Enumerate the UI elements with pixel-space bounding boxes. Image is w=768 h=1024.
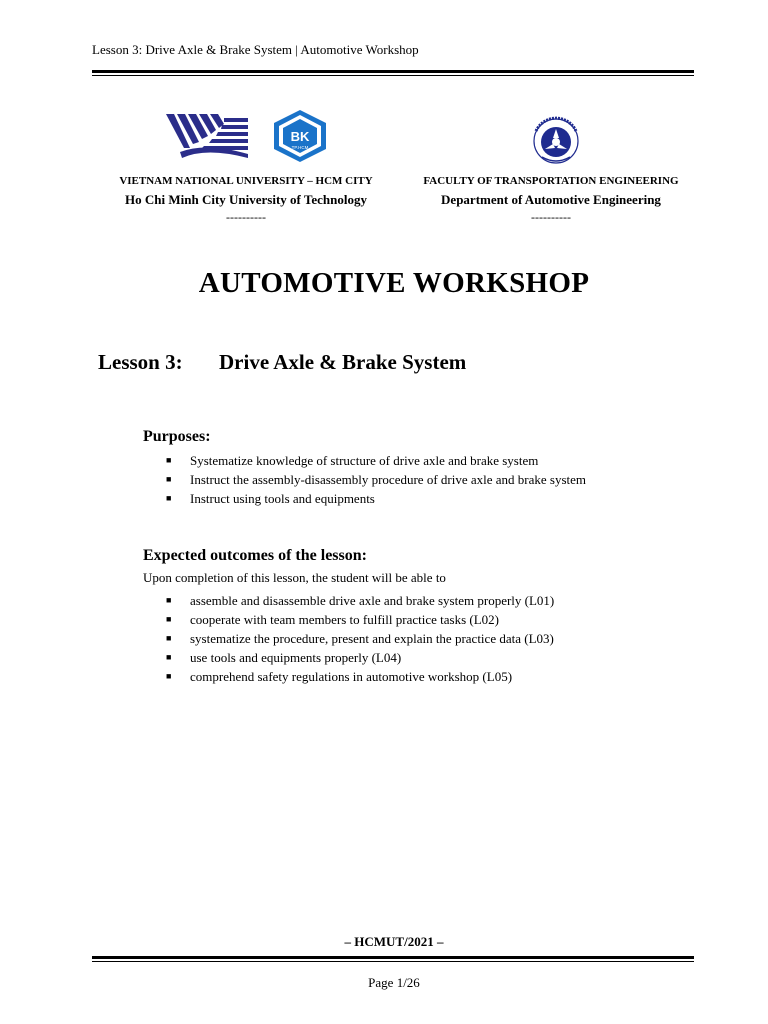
- list-item: [165, 667, 554, 686]
- bullet-icon: ■: [166, 493, 172, 503]
- vnu-logo: [166, 112, 248, 162]
- footer-rule-thin: [92, 961, 694, 962]
- outcome-text: assemble and disassemble drive axle and brake system properly (L01): [190, 593, 555, 608]
- bullet-icon: ■: [166, 595, 172, 605]
- list-item: [165, 489, 586, 508]
- purpose-text: Systematize knowledge of structure of drive axle and brake system: [190, 453, 539, 468]
- footer-mark: – HCMUT/2021 –: [344, 934, 444, 949]
- bullet-icon: ■: [166, 614, 172, 624]
- outcome-text: systematize the procedure, present and explain the practice data (L03): [190, 631, 554, 646]
- footer-rule: [92, 956, 694, 959]
- outcome-text: use tools and equipments properly (L04): [190, 650, 402, 665]
- bullet-icon: ■: [166, 455, 172, 465]
- list-item: [165, 451, 586, 470]
- purposes-heading: Purposes:: [143, 428, 211, 445]
- list-item: [165, 591, 554, 610]
- outcome-text: cooperate with team members to fulfill practice tasks (L02): [190, 612, 499, 627]
- purpose-text: Instruct the assembly-disassembly procedure of drive axle and brake system: [190, 472, 587, 487]
- lesson-heading: [98, 350, 466, 375]
- school-name: Ho Chi Minh City University of Technology: [125, 192, 367, 207]
- list-item: [165, 648, 554, 667]
- bullet-icon: ■: [166, 474, 172, 484]
- bullet-icon: ■: [166, 633, 172, 643]
- purposes-list: [165, 451, 586, 508]
- page-number: Page 1/26: [368, 975, 420, 990]
- svg-text:TP.HCM: TP.HCM: [291, 145, 309, 150]
- fte-logo: [528, 111, 584, 167]
- lesson-name: Drive Axle & Brake System: [219, 350, 467, 374]
- bk-logo: [272, 109, 328, 163]
- bullet-icon: ■: [166, 652, 172, 662]
- left-separator: ----------: [226, 210, 266, 224]
- running-header: Lesson 3: Drive Axle & Brake System | Automotive Workshop: [92, 42, 419, 57]
- outcomes-intro: Upon completion of this lesson, the student will be able to: [143, 570, 446, 585]
- outcome-text: comprehend safety regulations in automotive workshop (L05): [190, 669, 513, 684]
- faculty-name: FACULTY OF TRANSPORTATION ENGINEERING: [423, 175, 679, 187]
- department-name: Department of Automotive Engineering: [441, 192, 661, 207]
- list-item: [165, 629, 554, 648]
- lesson-number: Lesson 3:: [98, 350, 183, 374]
- outcomes-heading: Expected outcomes of the lesson:: [143, 547, 367, 564]
- purpose-text: Instruct using tools and equipments: [190, 491, 375, 506]
- header-rule: [92, 70, 694, 73]
- document-title: AUTOMOTIVE WORKSHOP: [198, 267, 590, 299]
- bullet-icon: ■: [166, 671, 172, 681]
- list-item: [165, 470, 586, 489]
- list-item: [165, 610, 554, 629]
- svg-text:BK: BK: [290, 129, 310, 144]
- university-name: VIETNAM NATIONAL UNIVERSITY – HCM CITY: [119, 175, 373, 187]
- outcomes-list: [165, 591, 554, 686]
- header-rule-thin: [92, 75, 694, 76]
- right-separator: ----------: [531, 210, 571, 224]
